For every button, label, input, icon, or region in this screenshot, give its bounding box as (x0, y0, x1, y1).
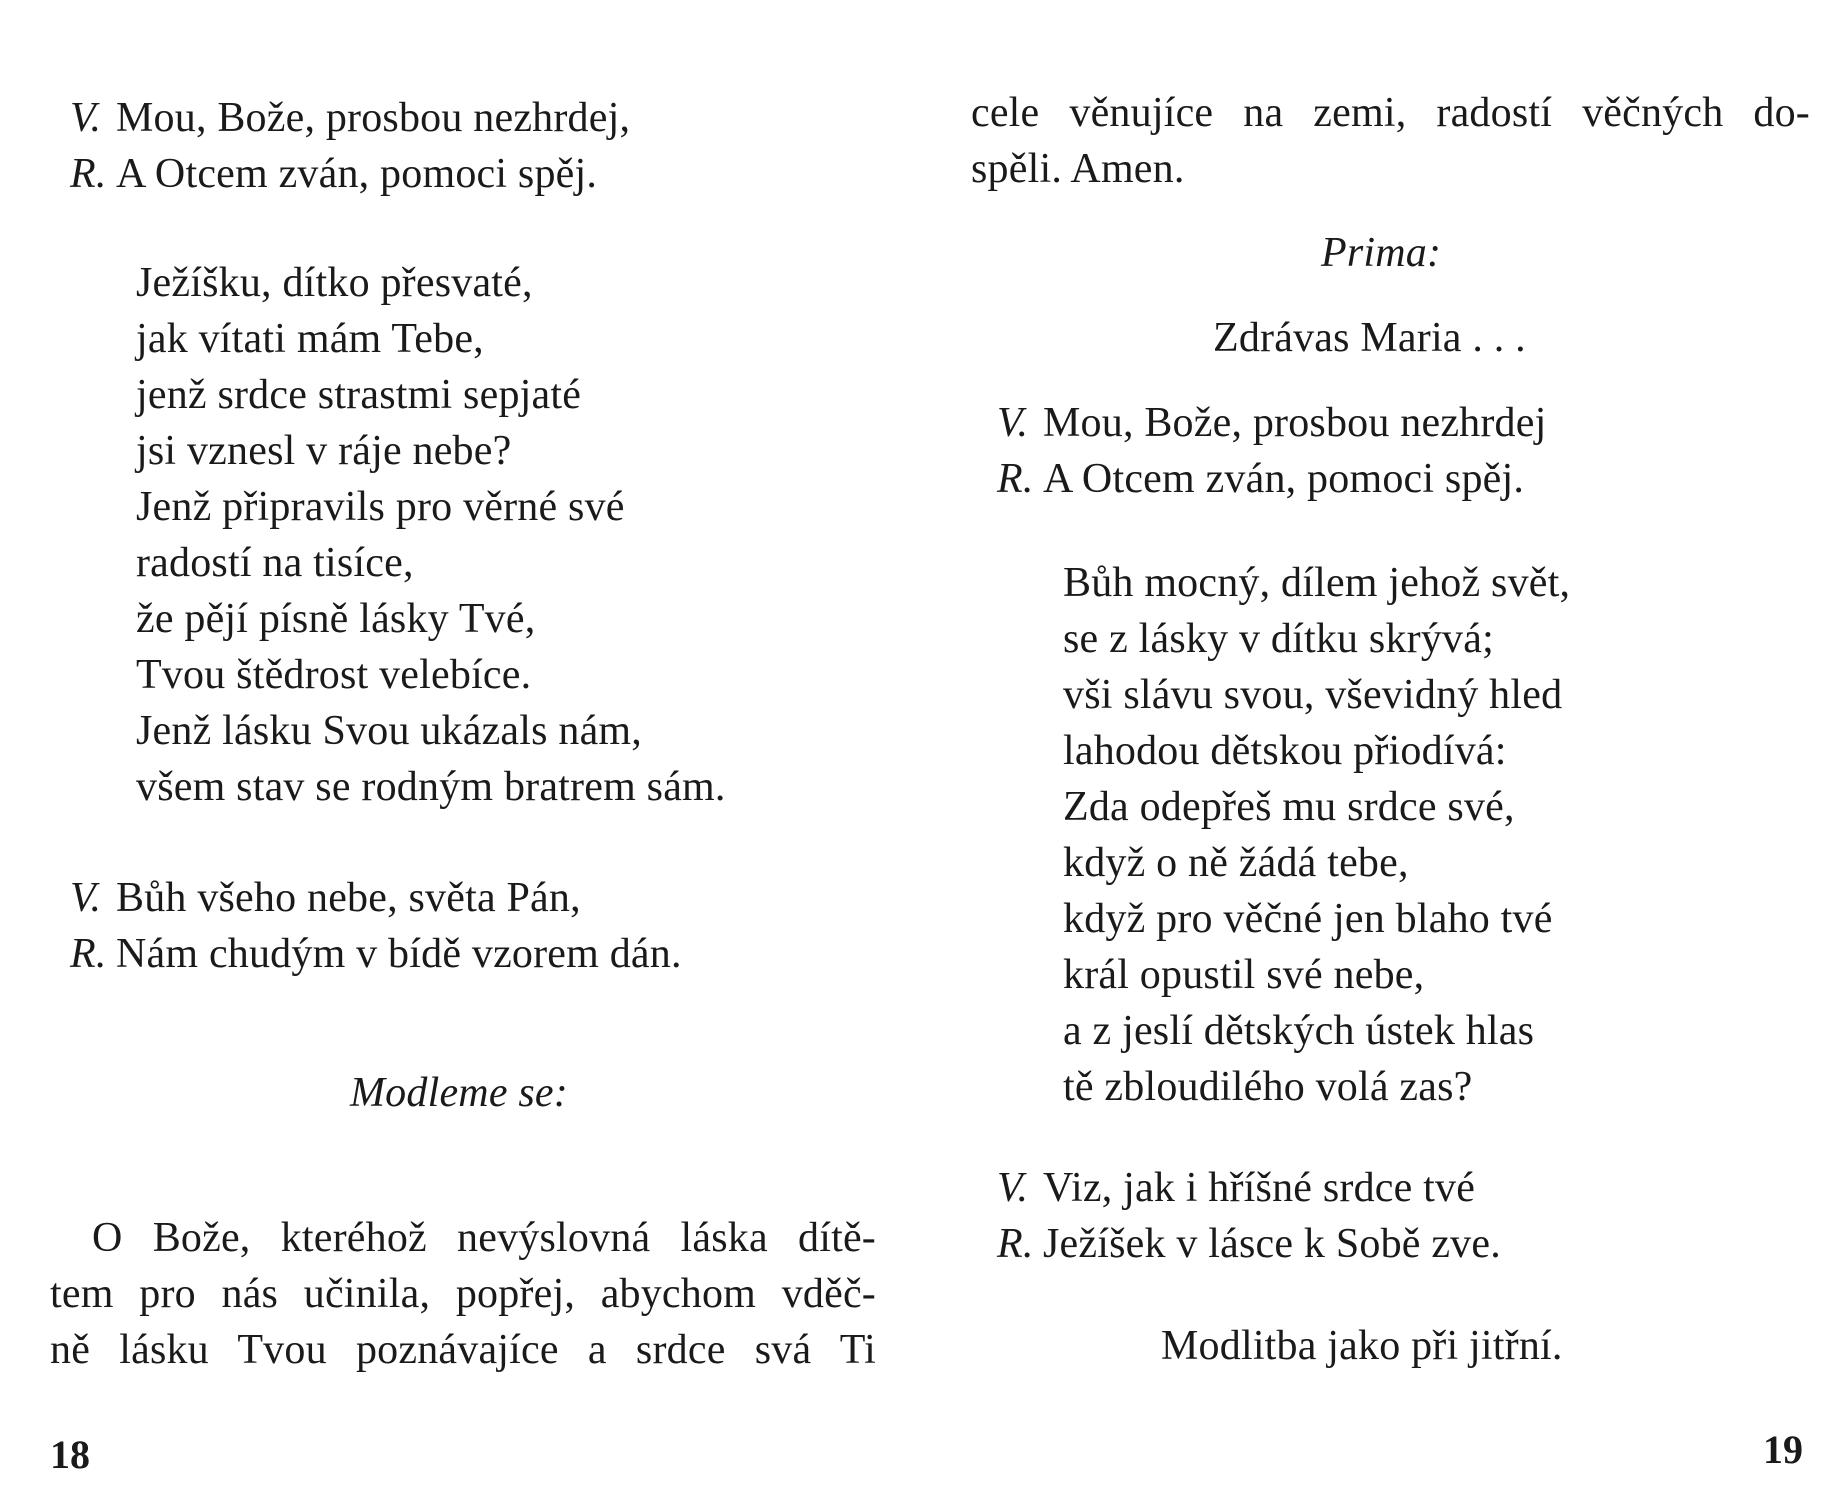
hymn-line: jsi vznesl v ráje nebe? (136, 428, 512, 474)
response-marker: R. (70, 151, 107, 197)
versicle-text: Bůh všeho nebe, světa Pán, (116, 875, 581, 921)
left-page (0, 0, 900, 1500)
page-number: 19 (1763, 1427, 1803, 1472)
hymn-line: radostí na tisíce, (136, 540, 414, 586)
prayer-line: tem pro nás učinila, popřej, abychom vděč- (50, 1271, 876, 1317)
hymn-line: jak vítati mám Tebe, (136, 316, 484, 362)
hail-mary-line: Zdrávas Maria . . . (1213, 315, 1526, 361)
hymn-line: všem stav se rodným bratrem sám. (136, 764, 726, 810)
hymn-line: jenž srdce strastmi sepjaté (136, 372, 582, 418)
response-line (997, 451, 1524, 507)
versicle-text: Viz, jak i hříšné srdce tvé (1043, 1165, 1476, 1211)
prima-heading: Prima: (1321, 230, 1442, 276)
hymn-line: a z jeslí dětských ústek hlas (1063, 1008, 1535, 1054)
response-text: Ježíšek v lásce k Sobě zve. (1043, 1221, 1501, 1267)
hymn-line: Ježíšku, dítko přesvaté, (136, 260, 533, 306)
hymn-line: vši slávu svou, vševidný hled (1063, 672, 1563, 718)
hymn-line: tě zbloudilého volá zas? (1063, 1064, 1473, 1110)
response-marker: R. (997, 1221, 1034, 1267)
versicle-line (997, 395, 1546, 451)
response-text: A Otcem zván, pomoci spěj. (1043, 456, 1525, 502)
versicle-line (70, 90, 630, 146)
hymn-line: Jenž připravils pro věrné své (136, 484, 625, 530)
prayer-line: ně lásku Tvou poznávajíce a srdce svá Ti (50, 1327, 876, 1373)
versicle-line (997, 1160, 1475, 1216)
response-text: A Otcem zván, pomoci spěj. (116, 151, 598, 197)
hymn-line: lahodou dětskou přiodívá: (1063, 728, 1507, 774)
hymn-line: když o ně žádá tebe, (1063, 840, 1409, 886)
hymn-line: když pro věčné jen blaho tvé (1063, 896, 1553, 942)
hymn-line: Jenž lásku Svou ukázals nám, (136, 708, 642, 754)
hymn-line: král opustil své nebe, (1063, 952, 1425, 998)
versicle-marker: V. (997, 1165, 1029, 1211)
hymn-line: Bůh mocný, dílem jehož svět, (1063, 560, 1571, 606)
response-line (70, 146, 597, 202)
response-marker: R. (997, 456, 1034, 502)
versicle-marker: V. (70, 875, 102, 921)
prayer-line: spěli. Amen. (971, 146, 1185, 192)
hymn-line: Tvou štědrost velebíce. (136, 652, 532, 698)
versicle-marker: V. (997, 400, 1029, 446)
prayer-line: cele věnujíce na zemi, radostí věčných do- (971, 90, 1810, 136)
response-text: Nám chudým v bídě vzorem dán. (116, 931, 682, 977)
right-page (921, 0, 1821, 1500)
hymn-line: se z lásky v dítku skrývá; (1063, 616, 1494, 662)
prayer-heading: Modleme se: (350, 1070, 568, 1116)
response-line (997, 1216, 1501, 1272)
hymn-line: Zda odepřeš mu srdce své, (1063, 784, 1515, 830)
page-number: 18 (50, 1432, 90, 1477)
versicle-text: Mou, Bože, prosbou nezhrdej, (116, 95, 631, 141)
versicle-line (70, 870, 581, 926)
closing-line: Modlitba jako při jitřní. (1161, 1323, 1563, 1369)
response-line (70, 926, 682, 982)
versicle-marker: V. (70, 95, 102, 141)
prayer-line: O Bože, kteréhož nevýslovná láska dítě- (92, 1215, 876, 1261)
versicle-text: Mou, Bože, prosbou nezhrdej (1043, 400, 1547, 446)
hymn-line: že pějí písně lásky Tvé, (136, 596, 536, 642)
response-marker: R. (70, 931, 107, 977)
